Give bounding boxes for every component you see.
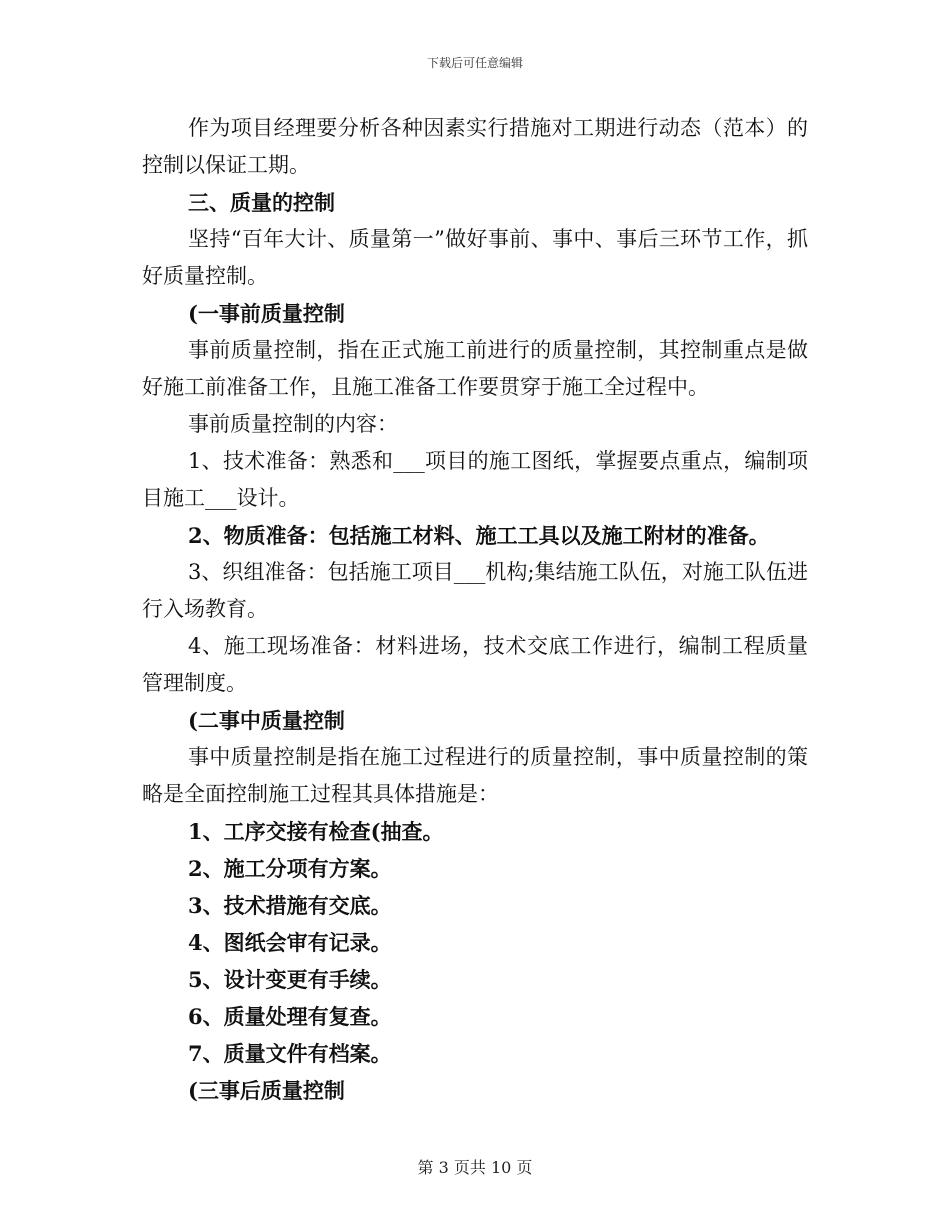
list-item: 4、施工现场准备：材料进场，技术交底工作进行，编制工程质量管理制度。 <box>142 634 808 695</box>
paragraph: 作为项目经理要分析各种因素实行措施对工期进行动态（范本）的控制以保证工期。 <box>142 116 808 177</box>
list-item: 1、工序交接有检查(抽查。 <box>188 819 444 844</box>
subsection-heading: (一事前质量控制 <box>188 301 345 326</box>
page-header: 下载后可任意编辑 <box>426 56 523 70</box>
paragraph: 事中质量控制是指在施工过程进行的质量控制，事中质量控制的策略是全面控制施工过程其具体措施是： <box>142 745 808 806</box>
subsection-heading: (二事中质量控制 <box>188 708 345 733</box>
list-item: 3、织组准备：包括施工项目___机构;集结施工队伍，对施工队伍进行入场教育。 <box>142 560 808 621</box>
list-item: 5、设计变更有手续。 <box>188 967 392 992</box>
list-item: 3、技术措施有交底。 <box>188 893 392 918</box>
list-item: 2、施工分项有方案。 <box>188 856 392 881</box>
page-number: 第 3 页共 10 页 <box>417 1158 533 1177</box>
list-item: 2、物质准备：包括施工材料、施工工具以及施工附材的准备。 <box>188 523 770 548</box>
paragraph: 事前质量控制的内容： <box>188 412 398 436</box>
list-item: 6、质量处理有复查。 <box>188 1004 392 1029</box>
subsection-heading: (三事后质量控制 <box>188 1078 345 1103</box>
paragraph: 坚持“百年大计、质量第一”做好事前、事中、事后三环节工作，抓好质量控制。 <box>142 227 808 288</box>
document-body <box>142 110 808 1109</box>
section-heading: 三、质量的控制 <box>188 190 335 215</box>
paragraph: 事前质量控制，指在正式施工前进行的质量控制，其控制重点是做好施工前准备工作，且施工准备工作要贯穿于施工全过程中。 <box>142 338 808 399</box>
list-item: 7、质量文件有档案。 <box>188 1041 392 1066</box>
list-item: 4、图纸会审有记录。 <box>188 930 392 955</box>
list-item: 1、技术准备：熟悉和___项目的施工图纸，掌握要点重点，编制项目施工___设计。 <box>142 449 808 510</box>
